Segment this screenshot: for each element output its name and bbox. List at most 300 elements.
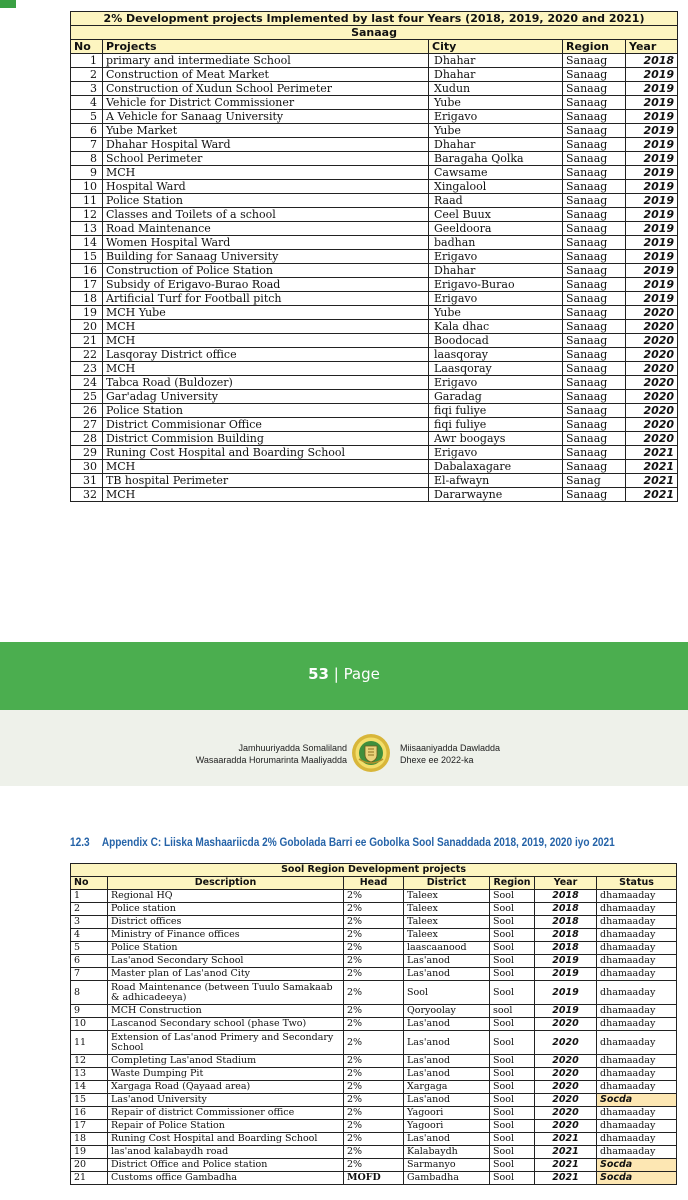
cell-region: Sool (490, 1068, 535, 1081)
table2-header-row (71, 877, 677, 890)
cell-project: Construction of Police Station (103, 264, 429, 278)
cell-region: Sanaag (563, 432, 626, 446)
cell-region: Sanag (563, 474, 626, 488)
cell-description: Xargaga Road (Qayaad area) (108, 1081, 344, 1094)
table-row (71, 96, 678, 110)
cell-city: Laasqoray (429, 362, 563, 376)
cell-status: dhamaaday (597, 968, 677, 981)
cell-region: Sanaag (563, 460, 626, 474)
cell-head: MOFD (344, 1172, 404, 1185)
cell-city: Dabalaxagare (429, 460, 563, 474)
table-row (71, 1107, 677, 1120)
cell-status: dhamaaday (597, 1133, 677, 1146)
table-row (71, 1068, 677, 1081)
cell-region: Sanaag (563, 446, 626, 460)
cell-no: 8 (71, 981, 108, 1005)
table-row (71, 264, 678, 278)
table-row (71, 488, 678, 502)
cell-project: Vehicle for District Commissioner (103, 96, 429, 110)
cell-project: MCH (103, 460, 429, 474)
table-row (71, 362, 678, 376)
cell-head: 2% (344, 942, 404, 955)
cell-district: Taleex (404, 929, 490, 942)
table-row (71, 418, 678, 432)
cell-head: 2% (344, 890, 404, 903)
table-row (71, 138, 678, 152)
top-green-bar (0, 0, 16, 8)
table-row (71, 1094, 677, 1107)
cell-project: Women Hospital Ward (103, 236, 429, 250)
cell-district: Sarmanyo (404, 1159, 490, 1172)
table-row (71, 474, 678, 488)
cell-region: Sool (490, 929, 535, 942)
cell-no: 6 (71, 955, 108, 968)
cell-district: Las'anod (404, 1133, 490, 1146)
cell-no: 20 (71, 320, 103, 334)
cell-district: Taleex (404, 916, 490, 929)
cell-no: 16 (71, 264, 103, 278)
cell-city: Cawsame (429, 166, 563, 180)
cell-city: Yube (429, 306, 563, 320)
cell-region: Sool (490, 1031, 535, 1055)
cell-status: Socda (597, 1159, 677, 1172)
cell-region: Sool (490, 1018, 535, 1031)
cell-status: dhamaaday (597, 1107, 677, 1120)
table-row (71, 208, 678, 222)
cell-year: 2021 (626, 474, 678, 488)
table-row (71, 916, 677, 929)
cell-status: dhamaaday (597, 1031, 677, 1055)
table2-header-no: No (71, 877, 108, 890)
cell-region: Sool (490, 1120, 535, 1133)
cell-region: Sool (490, 1172, 535, 1185)
table1-header-region: Region (563, 40, 626, 54)
cell-city: Erigavo (429, 446, 563, 460)
cell-region: Sool (490, 981, 535, 1005)
cell-no: 4 (71, 96, 103, 110)
cell-city: Baragaha Qolka (429, 152, 563, 166)
table-row (71, 236, 678, 250)
table1-header-city: City (429, 40, 563, 54)
cell-district: Gambadha (404, 1172, 490, 1185)
cell-status: dhamaaday (597, 1005, 677, 1018)
cell-district: Sool (404, 981, 490, 1005)
table-row (71, 404, 678, 418)
cell-no: 20 (71, 1159, 108, 1172)
table-row (71, 320, 678, 334)
cell-region: Sanaag (563, 152, 626, 166)
table-row (71, 890, 677, 903)
cell-project: District Commision Building (103, 432, 429, 446)
cell-year: 2018 (535, 942, 597, 955)
table1-header-projects: Projects (103, 40, 429, 54)
cell-no: 23 (71, 362, 103, 376)
cell-city: Geeldoora (429, 222, 563, 236)
cell-year: 2019 (626, 292, 678, 306)
sool-projects-table (70, 863, 677, 1185)
table-row (71, 152, 678, 166)
cell-city: badhan (429, 236, 563, 250)
cell-no: 24 (71, 376, 103, 390)
cell-region: Sanaag (563, 208, 626, 222)
cell-year: 2019 (626, 194, 678, 208)
cell-no: 10 (71, 180, 103, 194)
cell-description: District Office and Police station (108, 1159, 344, 1172)
cell-project: TB hospital Perimeter (103, 474, 429, 488)
cell-description: Police Station (108, 942, 344, 955)
cell-year: 2020 (626, 432, 678, 446)
table-row (71, 942, 677, 955)
cell-no: 7 (71, 968, 108, 981)
cell-description: Regional HQ (108, 890, 344, 903)
cell-city: fiqi fuliye (429, 418, 563, 432)
table-row (71, 1172, 677, 1185)
cell-year: 2018 (535, 890, 597, 903)
table-row (71, 348, 678, 362)
cell-year: 2020 (535, 1094, 597, 1107)
cell-no: 14 (71, 236, 103, 250)
cell-year: 2020 (535, 1081, 597, 1094)
cell-status: dhamaaday (597, 1068, 677, 1081)
cell-district: Las'anod (404, 1031, 490, 1055)
cell-region: Sanaag (563, 390, 626, 404)
table2-header-district: District (404, 877, 490, 890)
table-row (71, 194, 678, 208)
cell-description: Master plan of Las'anod City (108, 968, 344, 981)
cell-district: laascaanood (404, 942, 490, 955)
cell-no: 12 (71, 1055, 108, 1068)
cell-region: Sool (490, 1133, 535, 1146)
cell-head: 2% (344, 968, 404, 981)
cell-head: 2% (344, 916, 404, 929)
cell-city: Garadag (429, 390, 563, 404)
cell-no: 5 (71, 110, 103, 124)
cell-district: Kalabaydh (404, 1146, 490, 1159)
cell-region: Sanaag (563, 180, 626, 194)
cell-region: Sanaag (563, 96, 626, 110)
cell-head: 2% (344, 1031, 404, 1055)
cell-description: Runing Cost Hospital and Boarding School (108, 1133, 344, 1146)
cell-no: 1 (71, 54, 103, 68)
table1-header-year: Year (626, 40, 678, 54)
cell-year: 2020 (626, 362, 678, 376)
ministry-line-1: Jamhuuriyadda Somaliland (238, 743, 347, 753)
cell-no: 2 (71, 903, 108, 916)
cell-region: Sanaag (563, 404, 626, 418)
cell-region: Sool (490, 1081, 535, 1094)
cell-description: Lascanod Secondary school (phase Two) (108, 1018, 344, 1031)
appendix-c-heading (70, 836, 615, 849)
cell-region: Sool (490, 890, 535, 903)
cell-project: Hospital Ward (103, 180, 429, 194)
table-row (71, 222, 678, 236)
cell-year: 2021 (535, 1172, 597, 1185)
cell-city: Dhahar (429, 68, 563, 82)
cell-region: Sanaag (563, 236, 626, 250)
cell-project: Gar'adag University (103, 390, 429, 404)
table-row (71, 432, 678, 446)
cell-district: Las'anod (404, 968, 490, 981)
cell-project: Construction of Meat Market (103, 68, 429, 82)
cell-status: dhamaaday (597, 1018, 677, 1031)
cell-no: 4 (71, 929, 108, 942)
table-row (71, 955, 677, 968)
cell-year: 2019 (626, 110, 678, 124)
cell-no: 5 (71, 942, 108, 955)
cell-region: Sanaag (563, 124, 626, 138)
table2-header-region: Region (490, 877, 535, 890)
cell-status: dhamaaday (597, 1081, 677, 1094)
cell-year: 2019 (626, 152, 678, 166)
table-row (71, 1018, 677, 1031)
cell-no: 27 (71, 418, 103, 432)
cell-region: Sanaag (563, 334, 626, 348)
cell-no: 17 (71, 278, 103, 292)
cell-year: 2019 (626, 208, 678, 222)
page-footer-bar (0, 642, 688, 710)
cell-no: 19 (71, 1146, 108, 1159)
table-row (71, 1159, 677, 1172)
section-number: 12.3 (70, 836, 90, 849)
cell-year: 2019 (626, 138, 678, 152)
cell-region: Sanaag (563, 320, 626, 334)
cell-year: 2021 (626, 488, 678, 502)
cell-status: dhamaaday (597, 955, 677, 968)
cell-year: 2019 (626, 82, 678, 96)
cell-city: Ceel Buux (429, 208, 563, 222)
cell-city: Erigavo (429, 292, 563, 306)
cell-region: Sanaag (563, 264, 626, 278)
cell-project: primary and intermediate School (103, 54, 429, 68)
cell-year: 2019 (626, 278, 678, 292)
cell-head: 2% (344, 1159, 404, 1172)
sanaag-projects-table (70, 11, 678, 502)
cell-project: MCH (103, 334, 429, 348)
cell-project: Yube Market (103, 124, 429, 138)
table2-title: Sool Region Development projects (71, 864, 677, 877)
cell-no: 12 (71, 208, 103, 222)
page-number: 53 | Page (308, 665, 380, 683)
table-row (71, 981, 677, 1005)
cell-no: 6 (71, 124, 103, 138)
cell-status: dhamaaday (597, 929, 677, 942)
cell-region: Sanaag (563, 348, 626, 362)
cell-year: 2018 (535, 929, 597, 942)
cell-no: 18 (71, 1133, 108, 1146)
cell-head: 2% (344, 1094, 404, 1107)
cell-region: Sanaag (563, 292, 626, 306)
cell-head: 2% (344, 1018, 404, 1031)
cell-no: 13 (71, 1068, 108, 1081)
cell-region: Sanaag (563, 110, 626, 124)
cell-year: 2020 (626, 334, 678, 348)
cell-no: 26 (71, 404, 103, 418)
cell-no: 21 (71, 1172, 108, 1185)
cell-year: 2021 (535, 1133, 597, 1146)
cell-region: Sanaag (563, 306, 626, 320)
table-row (71, 929, 677, 942)
table1-header-no: No (71, 40, 103, 54)
cell-region: Sanaag (563, 54, 626, 68)
table2-header-head: Head (344, 877, 404, 890)
cell-description: Las'anod Secondary School (108, 955, 344, 968)
cell-city: Xudun (429, 82, 563, 96)
cell-year: 2020 (535, 1068, 597, 1081)
cell-region: Sanaag (563, 250, 626, 264)
table-row (71, 1005, 677, 1018)
cell-project: Dhahar Hospital Ward (103, 138, 429, 152)
budget-line-1: Miisaaniyadda Dawladda (400, 743, 501, 753)
cell-region: Sool (490, 1159, 535, 1172)
cell-no: 7 (71, 138, 103, 152)
cell-region: Sool (490, 1094, 535, 1107)
cell-status: dhamaaday (597, 1146, 677, 1159)
cell-region: Sanaag (563, 278, 626, 292)
cell-no: 32 (71, 488, 103, 502)
cell-year: 2020 (626, 306, 678, 320)
cell-city: Dararwayne (429, 488, 563, 502)
cell-district: Las'anod (404, 1068, 490, 1081)
table-row (71, 446, 678, 460)
cell-project: Building for Sanaag University (103, 250, 429, 264)
cell-project: Road Maintenance (103, 222, 429, 236)
cell-project: MCH (103, 488, 429, 502)
cell-district: Yagoori (404, 1107, 490, 1120)
cell-year: 2019 (626, 124, 678, 138)
table-row (71, 1031, 677, 1055)
table-row (71, 180, 678, 194)
table-row (71, 54, 678, 68)
cell-no: 15 (71, 250, 103, 264)
cell-project: MCH (103, 320, 429, 334)
cell-city: Boodocad (429, 334, 563, 348)
cell-district: Las'anod (404, 1094, 490, 1107)
cell-region: Sool (490, 942, 535, 955)
cell-region: Sool (490, 916, 535, 929)
cell-year: 2020 (626, 320, 678, 334)
cell-district: Las'anod (404, 1018, 490, 1031)
cell-region: Sanaag (563, 68, 626, 82)
cell-city: Dhahar (429, 54, 563, 68)
cell-year: 2020 (535, 1031, 597, 1055)
cell-no: 21 (71, 334, 103, 348)
table-row (71, 306, 678, 320)
cell-no: 22 (71, 348, 103, 362)
cell-no: 11 (71, 194, 103, 208)
cell-year: 2019 (626, 222, 678, 236)
table-row (71, 124, 678, 138)
cell-city: Xingalool (429, 180, 563, 194)
cell-project: Police Station (103, 404, 429, 418)
table2-header-year: Year (535, 877, 597, 890)
cell-head: 2% (344, 955, 404, 968)
cell-city: Erigavo (429, 376, 563, 390)
somaliland-coat-of-arms-icon (351, 733, 391, 773)
cell-no: 9 (71, 1005, 108, 1018)
cell-no: 18 (71, 292, 103, 306)
cell-city: Yube (429, 124, 563, 138)
cell-year: 2020 (626, 418, 678, 432)
cell-no: 2 (71, 68, 103, 82)
cell-status: dhamaaday (597, 1120, 677, 1133)
cell-year: 2020 (626, 376, 678, 390)
cell-year: 2019 (626, 180, 678, 194)
cell-head: 2% (344, 1120, 404, 1133)
table-row (71, 1081, 677, 1094)
cell-region: Sool (490, 903, 535, 916)
cell-head: 2% (344, 903, 404, 916)
cell-project: Lasqoray District office (103, 348, 429, 362)
page-number-value: 53 (308, 665, 329, 683)
cell-year: 2019 (535, 1005, 597, 1018)
cell-year: 2020 (535, 1055, 597, 1068)
cell-region: Sool (490, 968, 535, 981)
cell-status: dhamaaday (597, 916, 677, 929)
cell-no: 13 (71, 222, 103, 236)
cell-city: laasqoray (429, 348, 563, 362)
cell-district: Las'anod (404, 955, 490, 968)
cell-district: Las'anod (404, 1055, 490, 1068)
table-row (71, 390, 678, 404)
cell-head: 2% (344, 1005, 404, 1018)
cell-no: 19 (71, 306, 103, 320)
cell-no: 14 (71, 1081, 108, 1094)
cell-year: 2019 (626, 166, 678, 180)
table1-header-row (71, 40, 678, 54)
budget-line-2: Dhexe ee 2022-ka (400, 755, 474, 765)
table-row (71, 82, 678, 96)
cell-no: 8 (71, 152, 103, 166)
cell-city: El-afwayn (429, 474, 563, 488)
cell-description: Extension of Las'anod Primery and Secondary School (108, 1031, 344, 1055)
cell-project: Tabca Road (Buldozer) (103, 376, 429, 390)
budget-name-right (400, 742, 600, 766)
cell-city: Yube (429, 96, 563, 110)
cell-city: Erigavo (429, 250, 563, 264)
cell-description: Road Maintenance (between Tuulo Samakaab & adhicadeeya) (108, 981, 344, 1005)
cell-year: 2018 (535, 916, 597, 929)
table-row (71, 166, 678, 180)
cell-status: dhamaaday (597, 903, 677, 916)
table1-body (71, 54, 678, 502)
ministry-line-2: Wasaaradda Horumarinta Maaliyadda (195, 755, 347, 765)
cell-project: District Commisionar Office (103, 418, 429, 432)
table-row (71, 110, 678, 124)
cell-head: 2% (344, 929, 404, 942)
cell-year: 2019 (626, 264, 678, 278)
cell-no: 16 (71, 1107, 108, 1120)
cell-head: 2% (344, 1055, 404, 1068)
cell-project: Subsidy of Erigavo-Burao Road (103, 278, 429, 292)
table-row (71, 68, 678, 82)
cell-description: Police station (108, 903, 344, 916)
cell-city: Dhahar (429, 264, 563, 278)
cell-no: 11 (71, 1031, 108, 1055)
cell-no: 1 (71, 890, 108, 903)
cell-district: Xargaga (404, 1081, 490, 1094)
cell-year: 2020 (626, 390, 678, 404)
cell-year: 2021 (535, 1159, 597, 1172)
cell-year: 2021 (626, 460, 678, 474)
cell-region: Sanaag (563, 82, 626, 96)
cell-no: 31 (71, 474, 103, 488)
table-row (71, 460, 678, 474)
cell-head: 2% (344, 981, 404, 1005)
cell-district: Taleex (404, 890, 490, 903)
cell-description: MCH Construction (108, 1005, 344, 1018)
cell-city: Awr boogays (429, 432, 563, 446)
cell-no: 25 (71, 390, 103, 404)
